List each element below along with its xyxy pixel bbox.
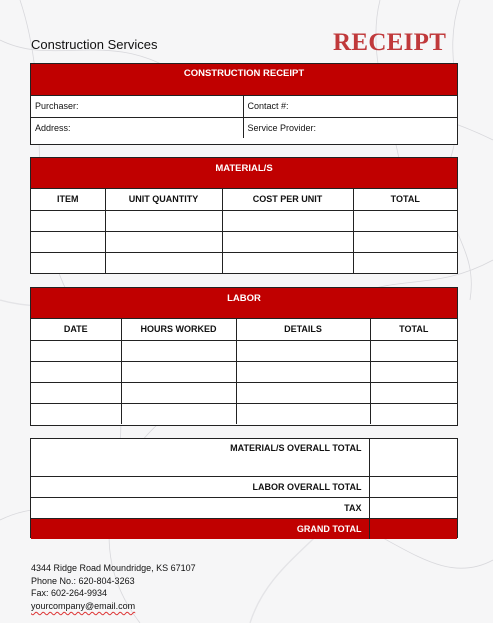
totals-table [31,439,457,539]
hours-worked-cell[interactable] [121,382,236,403]
tax-row [31,497,457,518]
materials-total-row [31,439,457,476]
materials-overall-total-value[interactable] [369,439,457,476]
total-cell[interactable] [370,361,457,382]
materials-section [30,157,458,274]
company-email[interactable]: yourcompany@email.com [31,600,136,611]
materials-overall-total-label: MATERIAL/S OVERALL TOTAL [31,439,369,476]
materials-section-title: MATERIAL/S [31,158,457,189]
company-phone: Phone No.: 620-804-3263 [31,575,135,586]
labor-section [30,287,458,426]
item-cell[interactable] [31,231,105,252]
labor-table [31,319,457,424]
total-cell[interactable] [353,210,457,231]
labor-header-row [31,319,457,340]
grand-total-value[interactable] [369,518,457,539]
contact-field[interactable]: Contact #: [243,96,457,117]
company-address: 4344 Ridge Road Moundridge, KS 67107 [31,563,196,573]
date-cell[interactable] [31,403,121,424]
tax-value[interactable] [369,497,457,518]
item-cell[interactable] [31,252,105,273]
materials-header-row [31,189,457,210]
hours-worked-cell[interactable] [121,340,236,361]
total-cell[interactable] [370,403,457,424]
receipt-title: RECEIPT [333,29,447,56]
cost-per-unit-cell[interactable] [222,231,353,252]
purchaser-field[interactable]: Purchaser: [31,96,243,117]
details-cell[interactable] [236,361,370,382]
hours-worked-cell[interactable] [121,361,236,382]
receipt-info-section [30,63,458,145]
labor-overall-total-value[interactable] [369,476,457,497]
table-row [31,231,457,252]
receipt-info-table [31,96,457,138]
cost-per-unit-cell[interactable] [222,252,353,273]
company-name: Construction Services [31,37,158,52]
unit-quantity-cell[interactable] [105,231,222,252]
column-header-item: ITEM [31,189,105,210]
column-header-cost-per-unit: COST PER UNIT [222,189,353,210]
total-cell[interactable] [353,252,457,273]
date-cell[interactable] [31,361,121,382]
column-header-unit-quantity: UNIT QUANTITY [105,189,222,210]
details-cell[interactable] [236,382,370,403]
item-cell[interactable] [31,210,105,231]
table-row [31,361,457,382]
column-header-total: TOTAL [370,319,457,340]
materials-table [31,189,457,273]
table-row [31,210,457,231]
grand-total-label: GRAND TOTAL [31,518,369,539]
table-row [31,252,457,273]
table-row [31,403,457,424]
unit-quantity-cell[interactable] [105,210,222,231]
total-cell[interactable] [370,382,457,403]
labor-overall-total-label: LABOR OVERALL TOTAL [31,476,369,497]
company-contact-info [31,562,196,612]
unit-quantity-cell[interactable] [105,252,222,273]
date-cell[interactable] [31,382,121,403]
grand-total-row [31,518,457,539]
table-row [31,340,457,361]
receipt-section-title: CONSTRUCTION RECEIPT [31,64,457,96]
hours-worked-cell[interactable] [121,403,236,424]
address-field[interactable]: Address: [31,117,243,138]
details-cell[interactable] [236,340,370,361]
cost-per-unit-cell[interactable] [222,210,353,231]
table-row [31,382,457,403]
service-provider-field[interactable]: Service Provider: [243,117,457,138]
date-cell[interactable] [31,340,121,361]
totals-section [30,438,458,538]
column-header-details: DETAILS [236,319,370,340]
labor-total-row [31,476,457,497]
company-fax: Fax: 602-264-9934 [31,588,108,599]
column-header-total: TOTAL [353,189,457,210]
tax-label: TAX [31,497,369,518]
total-cell[interactable] [353,231,457,252]
column-header-hours-worked: HOURS WORKED [121,319,236,340]
labor-section-title: LABOR [31,288,457,319]
details-cell[interactable] [236,403,370,424]
column-header-date: DATE [31,319,121,340]
total-cell[interactable] [370,340,457,361]
